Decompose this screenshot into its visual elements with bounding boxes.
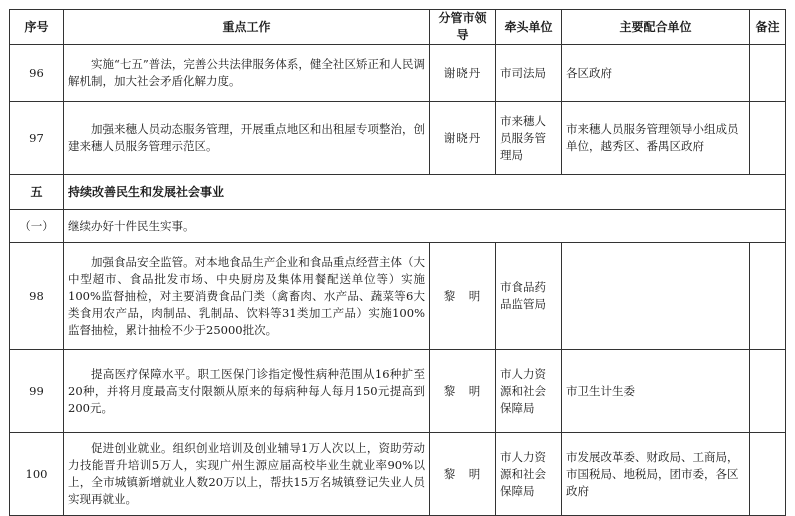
row-task: 加强来穗人员动态服务管理，开展重点地区和出租屋专项整治，创建来穗人员服务管理示范区。 bbox=[64, 102, 430, 175]
row-partner-units bbox=[562, 243, 750, 350]
row-lead-unit: 市食品药品监管局 bbox=[496, 243, 562, 350]
section-title: 持续改善民生和发展社会事业 bbox=[64, 175, 786, 210]
header-leader: 分管市领导 bbox=[430, 10, 496, 45]
row-task: 实施“七五”普法，完善公共法律服务体系，健全社区矫正和人民调解机制，加大社会矛盾化解力度。 bbox=[64, 45, 430, 102]
row-num: 96 bbox=[10, 45, 64, 102]
subsection-title: 继续办好十件民生实事。 bbox=[64, 210, 786, 243]
row-num: 98 bbox=[10, 243, 64, 350]
row-num: 100 bbox=[10, 433, 64, 516]
row-partner-units: 市卫生计生委 bbox=[562, 350, 750, 433]
header-notes: 备注 bbox=[750, 10, 786, 45]
row-notes bbox=[750, 350, 786, 433]
row-leader: 谢晓丹 bbox=[430, 45, 496, 102]
row-lead-unit: 市人力资源和社会保障局 bbox=[496, 350, 562, 433]
row-leader: 谢晓丹 bbox=[430, 102, 496, 175]
row-partner-units: 各区政府 bbox=[562, 45, 750, 102]
row-task: 加强食品安全监管。对本地食品生产企业和食品重点经营主体（大中型超市、食品批发市场、中央厨房及集体用餐配送单位等）实施100%监督抽检，对主要消费食品门类（禽畜肉、水产品、蔬菜等6大类食用农产品，肉制品、乳制品、饮料等31类加工产品）实施100%监督抽检，累计抽检不少于25000批次。 bbox=[64, 243, 430, 350]
row-leader: 黎 明 bbox=[430, 243, 496, 350]
subsection-row bbox=[10, 210, 786, 243]
table-row bbox=[10, 45, 786, 102]
row-notes bbox=[750, 243, 786, 350]
table-row bbox=[10, 350, 786, 433]
row-notes bbox=[750, 45, 786, 102]
row-notes bbox=[750, 102, 786, 175]
row-lead-unit: 市司法局 bbox=[496, 45, 562, 102]
subsection-num: （一） bbox=[10, 210, 64, 243]
row-partner-units: 市发展改革委、财政局、工商局，市国税局、地税局，团市委，各区政府 bbox=[562, 433, 750, 516]
row-task: 促进创业就业。组织创业培训及创业辅导1万人次以上，资助劳动力技能晋升培训5万人，实现广州生源应届高校毕业生就业率90%以上，全市城镇新增就业人数20万以上，帮扶15万名城镇登记失业人员实现再就业。 bbox=[64, 433, 430, 516]
header-num: 序号 bbox=[10, 10, 64, 45]
table-row bbox=[10, 102, 786, 175]
row-leader: 黎 明 bbox=[430, 350, 496, 433]
row-task: 提高医疗保障水平。职工医保门诊指定慢性病种范围从16种扩至20种，并将月度最高支付限额从原来的每病种每人每月150元提高到200元。 bbox=[64, 350, 430, 433]
section-row bbox=[10, 175, 786, 210]
row-num: 99 bbox=[10, 350, 64, 433]
row-leader: 黎 明 bbox=[430, 433, 496, 516]
section-num: 五 bbox=[10, 175, 64, 210]
row-lead-unit: 市人力资源和社会保障局 bbox=[496, 433, 562, 516]
header-lead-unit: 牵头单位 bbox=[496, 10, 562, 45]
row-notes bbox=[750, 433, 786, 516]
header-partner-units: 主要配合单位 bbox=[562, 10, 750, 45]
table-row bbox=[10, 433, 786, 516]
header-task: 重点工作 bbox=[64, 10, 430, 45]
header-row bbox=[10, 10, 786, 45]
row-num: 97 bbox=[10, 102, 64, 175]
row-partner-units: 市来穗人员服务管理领导小组成员单位，越秀区、番禺区政府 bbox=[562, 102, 750, 175]
table-row bbox=[10, 243, 786, 350]
work-plan-table bbox=[9, 9, 786, 516]
row-lead-unit: 市来穗人员服务管理局 bbox=[496, 102, 562, 175]
